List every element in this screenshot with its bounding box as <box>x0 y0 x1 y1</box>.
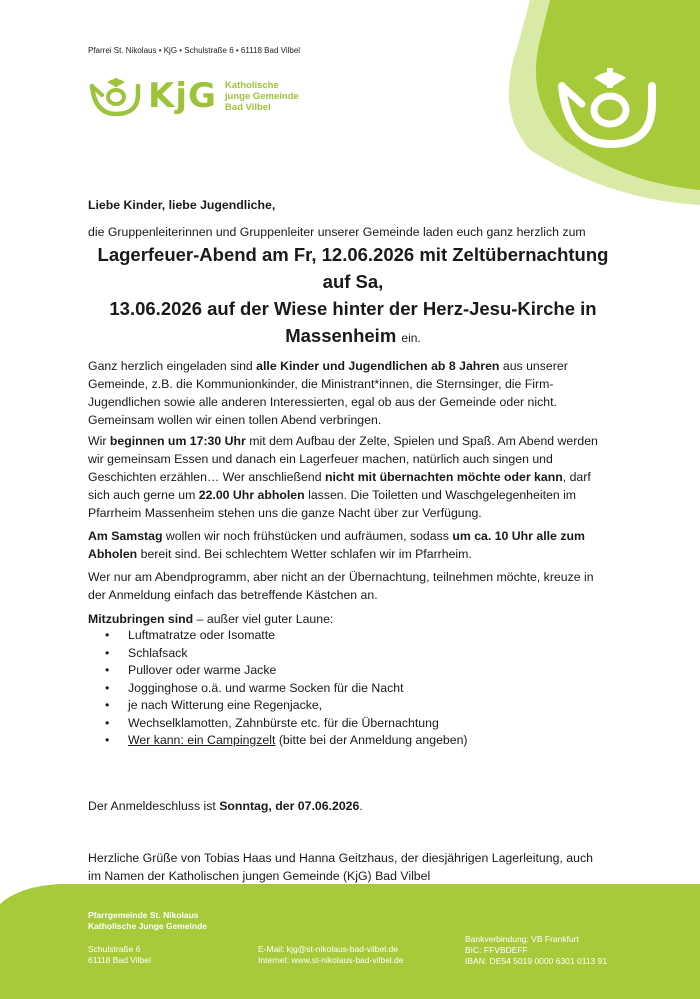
list-item: • Wer kann: ein Campingzelt (bitte bei der Anmeldung angeben) <box>105 732 468 750</box>
paragraph-evening-only: Wer nur am Abendprogramm, aber nicht an der Übernachtung, teilnehmen möchte, kreuze in der Anmeldung einfach das betreffende Kästchen an. <box>88 570 594 603</box>
list-item: • Wechselklamotten, Zahnbürste etc. für die Übernachtung <box>105 715 468 733</box>
footer-org: Pfarrgemeinde St. Nikolaus Katholische Junge Gemeinde <box>88 910 208 931</box>
paragraph-invitation: Ganz herzlich eingeladen sind alle Kinder und Jugendlichen ab 8 Jahren aus unserer Gemeinde, z.B. die Kommunionkinder, die Ministrant*innen, die Sternsinger, die Firm-Jugendlichen sowie alle anderen Interessierten, egal ob aus der Gemeinde oder nicht. Gemeinsam wollen wir einen tollen Abend verbringen. <box>88 359 568 428</box>
list-item: • je nach Witterung eine Regenjacke, <box>105 697 468 715</box>
sender-line: Pfarrei St. Nikolaus • KjG • Schulstraße 6 • 61118 Bad Vilbel <box>88 46 301 55</box>
kjg-emblem-icon <box>554 64 658 150</box>
footer-contact: E-Mail: kjg@st-nikolaus-bad-vilbel.de Internet: www.st-nikolaus-bad-vilbel.de <box>258 944 404 965</box>
closing-text: Herzliche Grüße von Tobias Haas und Hanna Geitzhaus, der diesjährigen Lagerleitung, auch im Namen der Katholischen jungen Gemeinde (KjG) Bad Vilbel <box>88 851 593 884</box>
logo-org: Katholische junge Gemeinde Bad Vilbel <box>224 79 299 113</box>
list-item: • Schlafsack <box>105 645 468 663</box>
greeting: Liebe Kinder, liebe Jugendliche, <box>88 198 276 213</box>
list-item: • Jogginghose o.ä. und warme Socken für die Nacht <box>105 680 468 698</box>
footer-address: Schulstraße 6 61118 Bad Vilbel <box>88 944 151 965</box>
event-headline: Lagerfeuer-Abend am Fr, 12.06.2026 mit Zeltübernachtung auf Sa, 13.06.2026 auf der Wiese hinter der Herz-Jesu-Kirche in Massenheim ein. <box>97 244 609 346</box>
paragraph-schedule: Wir beginnen um 17:30 Uhr mit dem Aufbau der Zelte, Spielen und Spaß. Am Abend werden wir gemeinsam Essen und danach ein Lagerfeuer machen, natürlich auch singen und Geschichten erzählen… Wer anschließend nicht mit übernachten möchte oder kann, darf sich auch gerne um 22.00 Uhr abholen lassen. Die Toiletten und Waschgelegenheiten im Pfarrheim Massenheim stehen uns die ganze Nacht über zur Verfügung. <box>88 434 598 521</box>
logo-text: KjG <box>148 76 217 116</box>
list-item: • Luftmatratze oder Isomatte <box>105 627 468 645</box>
intro-text: die Gruppenleiterinnen und Gruppenleiter unserer Gemeinde laden euch ganz herzlich zum <box>88 225 586 240</box>
paragraph-saturday: Am Samstag wollen wir noch frühstücken und aufräumen, sodass um ca. 10 Uhr alle zum Abholen bereit sind. Bei schlechtem Wetter schlafen wir im Pfarrheim. <box>88 529 585 562</box>
registration-deadline: Der Anmeldeschluss ist Sonntag, der 07.06.2026. <box>88 799 363 814</box>
list-item: • Pullover oder warme Jacke <box>105 662 468 680</box>
kjg-logo <box>88 76 299 116</box>
bring-list <box>105 627 468 750</box>
kjg-emblem-icon <box>88 76 142 116</box>
bring-heading: Mitzubringen sind – außer viel guter Laune: <box>88 612 334 627</box>
footer-bank: Bankverbindung: VB Frankfurt BIC: FFVBDEFF IBAN: DE54 5019 0000 6301 0113 91 <box>465 934 608 966</box>
